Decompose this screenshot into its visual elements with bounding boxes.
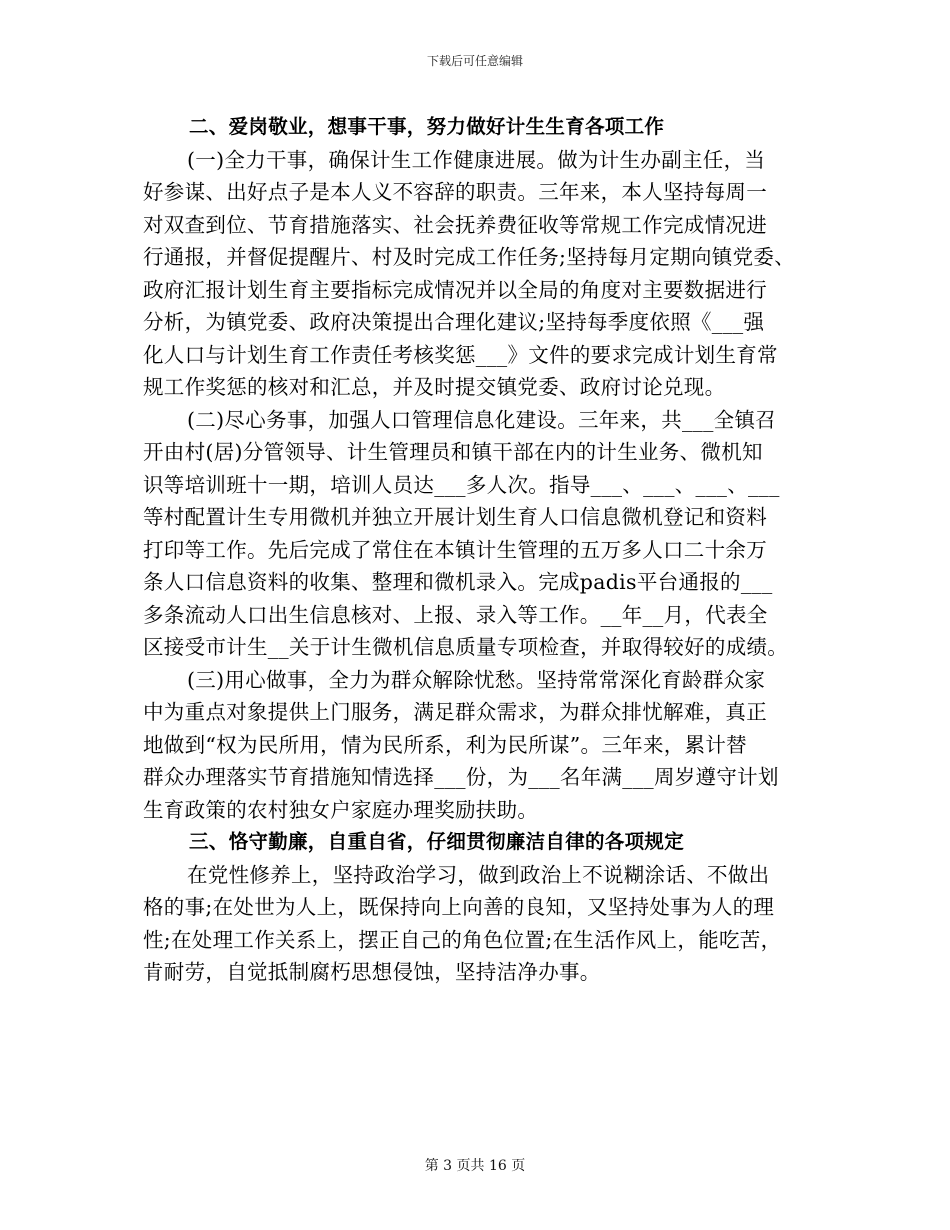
page-number: 第 3 页共 16 页 bbox=[424, 1158, 526, 1174]
text-line: (二)尽心务事，加强人口管理信息化建设。三年来，共___全镇召 bbox=[187, 407, 777, 432]
text-line: 化人口与计划生育工作责任考核奖惩___》文件的要求完成计划生育常 bbox=[143, 342, 778, 367]
text-line: 条人口信息资料的收集、整理和微机录入。完成padis平台通报的___ bbox=[143, 570, 773, 594]
text-line: 行通报，并督促提醒片、村及时完成工作任务;坚持每月定期向镇党委、 bbox=[143, 245, 796, 269]
paragraph bbox=[143, 664, 808, 827]
paragraph bbox=[143, 859, 808, 989]
text-line: 生育政策的农村独女户家庭办理奖励扶助。 bbox=[143, 797, 539, 822]
text-line: 打印等工作。先后完成了常住在本镇计生管理的五万多人口二十余万 bbox=[143, 537, 767, 562]
text-line: 群众办理落实节育措施知情选择___份，为___名年满___周岁遵守计划 bbox=[143, 765, 779, 789]
text-line: 对双查到位、节育措施落实、社会抚养费征收等常规工作完成情况进 bbox=[143, 212, 767, 237]
text-line: 分析，为镇党委、政府决策提出合理化建议;坚持每季度依照《___强 bbox=[143, 310, 765, 334]
text-line: 开由村(居)分管领导、计生管理员和镇干部在内的计生业务、微机知 bbox=[143, 440, 763, 464]
page-header: 下载后可任意编辑 bbox=[426, 54, 523, 68]
text-line: 等村配置计生专用微机并独立开展计划生育人口信息微机登记和资料 bbox=[143, 505, 767, 529]
text-line: 识等培训班十一期，培训人员达___多人次。指导___、___、___、___ bbox=[143, 472, 780, 497]
text-line: 肯耐劳，自觉抵制腐朽思想侵蚀，坚持洁净办事。 bbox=[143, 960, 601, 984]
text-line: 好参谋、出好点子是本人义不容辞的职责。三年来，本人坚持每周一 bbox=[143, 180, 767, 204]
document-body bbox=[143, 111, 808, 989]
text-line: 政府汇报计划生育主要指标完成情况并以全局的角度对主要数据进行 bbox=[143, 277, 767, 302]
text-line: 在党性修养上，坚持政治学习，做到政治上不说糊涂话、不做出 bbox=[187, 862, 770, 887]
text-line: (一)全力干事，确保计生工作健康进展。做为计生办副主任，当 bbox=[187, 147, 766, 172]
paragraph bbox=[143, 144, 808, 404]
text-line: 多条流动人口出生信息核对、上报、录入等工作。__年__月，代表全 bbox=[143, 602, 768, 627]
text-line: 格的事;在处世为人上，既保持向上向善的良知，又坚持处事为人的理 bbox=[143, 895, 775, 919]
text-line: 地做到“权为民所用，情为民所系，利为民所谋”。三年来，累计替 bbox=[143, 732, 747, 757]
text-line: 区接受市计生__关于计生微机信息质量专项检查，并取得较好的成绩。 bbox=[143, 635, 789, 659]
text-line: 性;在处理工作关系上，摆正自己的角色位置;在生活作风上，能吃苦， bbox=[143, 927, 782, 952]
text-line: 中为重点对象提供上门服务，满足群众需求，为群众排忧解难，真正 bbox=[143, 700, 767, 724]
text-line: (三)用心做事，全力为群众解除忧愁。坚持常常深化育龄群众家 bbox=[187, 667, 766, 692]
paragraph bbox=[143, 404, 808, 664]
section-heading: 三、恪守勤廉，自重自省，仔细贯彻廉洁自律的各项规定 bbox=[189, 830, 685, 853]
text-line: 规工作奖惩的核对和汇总，并及时提交镇党委、政府讨论兑现。 bbox=[143, 375, 726, 399]
section-heading: 二、爱岗敬业，想事干事，努力做好计生生育各项工作 bbox=[189, 115, 665, 138]
